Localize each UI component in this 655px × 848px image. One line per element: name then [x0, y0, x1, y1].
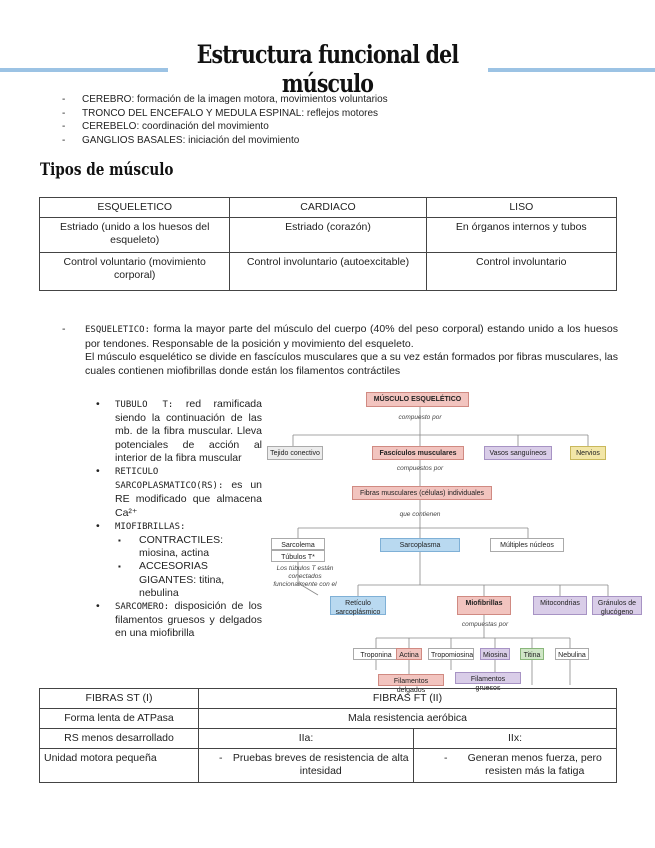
table-cell: IIa: [199, 729, 414, 749]
table-cell: - Pruebas breves de resistencia de alta intesidad [199, 749, 414, 783]
diagram-node: Túbulos T* [271, 550, 325, 562]
item-label: TUBULO T: [115, 400, 174, 410]
diagram-label-contain: que contienen [399, 511, 441, 518]
item-text: disposición de los filamentos gruesos y delgados en una miofibrilla [115, 600, 263, 640]
diagram-node-thin: Filamentos delgados [378, 674, 444, 686]
item-label: RETICULO SARCOPLASMATICO(RS): [115, 467, 224, 492]
table-header: ESQUELETICO [40, 198, 230, 218]
list-item: - GANGLIOS BASALES: iniciación del movimiento [62, 134, 388, 148]
table-cell: Mala resistencia aeróbica [199, 709, 617, 729]
item-label: MIOFIBRILLAS: [115, 521, 186, 532]
list-item: - TRONCO DEL ENCEFALO Y MEDULA ESPINAL: reflejos motores [62, 107, 388, 121]
diagram-node: Fascículos musculares [372, 446, 464, 460]
skeletal-text-1: forma la mayor parte del músculo del cuerpo (40% del peso corporal) estando unido a los huesos por tendones. Responsable de la posición y movimiento del esqueleto. [85, 323, 619, 350]
diagram-node: Miofibrillas [457, 596, 511, 615]
sub-label: ACCESORIAS GIGANTES: [139, 560, 208, 586]
diagram-label-composed: compuesto por [398, 414, 442, 421]
skeletal-text-2: El músculo esquelético se divide en fascículos musculares que a su vez están formados por fibras musculares, las cuales contienen miofibrillas donde están los filamentos contráctiles [85, 351, 618, 377]
list-item: - CEREBRO: formación de la imagen motora, movimientos voluntarios [62, 93, 388, 107]
diagram-node: Tropomiosina [428, 648, 474, 660]
diagram-node: Mitocondrias [533, 596, 587, 615]
diagram-node: Nebulina [555, 648, 589, 660]
table-header: FIBRAS FT (II) [199, 689, 617, 709]
table-header: FIBRAS ST (I) [40, 689, 199, 709]
table-cell: Control voluntario (movimiento corporal) [40, 253, 230, 291]
diagram-node-root: MÚSCULO ESQUELÉTICO [366, 392, 469, 407]
table-cell: Control involuntario (autoexcitable) [230, 253, 426, 291]
skeletal-label: ESQUELETICO: [85, 325, 151, 335]
diagram-node: Vasos sanguíneos [484, 446, 552, 460]
section-heading-types: Tipos de músculo [40, 160, 174, 180]
item-label: SARCOMERO: [115, 602, 170, 613]
item-text: red ramificada siendo la continuación de las mb. de la fibra muscular. Lleva potenciales de acción al interior de la fibra muscular [115, 398, 262, 464]
table-cell: RS menos desarrollado [40, 729, 199, 749]
diagram-label-composed2: compuestos por [396, 465, 444, 472]
sub-text: titina, nebulina [139, 573, 225, 599]
list-item: - CEREBELO: coordinación del movimiento [62, 120, 388, 134]
diagram-node: Nervios [570, 446, 606, 460]
cell-text: Generan menos fuerza, pero resisten más la fatiga [467, 752, 602, 777]
diagram-node: Gránulos de glucógeno [592, 596, 642, 615]
table-cell: - Generan menos fuerza, pero resisten más la fatiga [414, 749, 617, 783]
diagram-node: Tejido conectivo [267, 446, 323, 460]
table-row [40, 709, 617, 729]
diagram-label-composed3: compuestas por [461, 621, 509, 628]
diagram-note: Los túbulos T están conectados funcionalmente con el [273, 565, 337, 588]
table-cell: IIx: [414, 729, 617, 749]
diagram-node: Actina [396, 648, 422, 660]
table-cell: Estriado (unido a los huesos del esqueleto) [40, 218, 230, 253]
table-cell: Control involuntario [426, 253, 616, 291]
diagram-node: Sarcolema [271, 538, 325, 550]
page-title: Estructura funcional del músculo [196, 40, 459, 98]
table-row [40, 689, 617, 709]
diagram-node: Múltiples núcleos [490, 538, 564, 552]
item-text: es un RE modificado que almacena Ca²⁺ [115, 479, 263, 519]
table-cell: Estriado (corazón) [230, 218, 426, 253]
fiber-types-table [39, 688, 617, 783]
sub-label: CONTRACTILES: [139, 534, 224, 547]
diagram-node: Miosina [480, 648, 510, 660]
diagram-node: Titina [520, 648, 544, 660]
diagram-node: Retículo sarcoplásmico [330, 596, 386, 615]
table-row [40, 749, 617, 783]
table-cell: En órganos internos y tubos [426, 218, 616, 253]
diagram-node-fibers: Fibras musculares (células) individuales [352, 486, 492, 500]
table-cell: Unidad motora pequeña [40, 749, 199, 783]
table-header: CARDIACO [230, 198, 426, 218]
cell-text: Pruebas breves de resistencia de alta intesidad [232, 752, 409, 777]
sub-text: miosina, actina [139, 547, 210, 560]
diagram-node: Troponina [353, 648, 399, 660]
dash-marker: - [62, 323, 66, 335]
table-header: LISO [426, 198, 616, 218]
table-cell: Forma lenta de ATPasa [40, 709, 199, 729]
diagram-node-thick: Filamentos gruesos [455, 672, 521, 684]
table-row [40, 729, 617, 749]
diagram-node: Sarcoplasma [380, 538, 460, 552]
